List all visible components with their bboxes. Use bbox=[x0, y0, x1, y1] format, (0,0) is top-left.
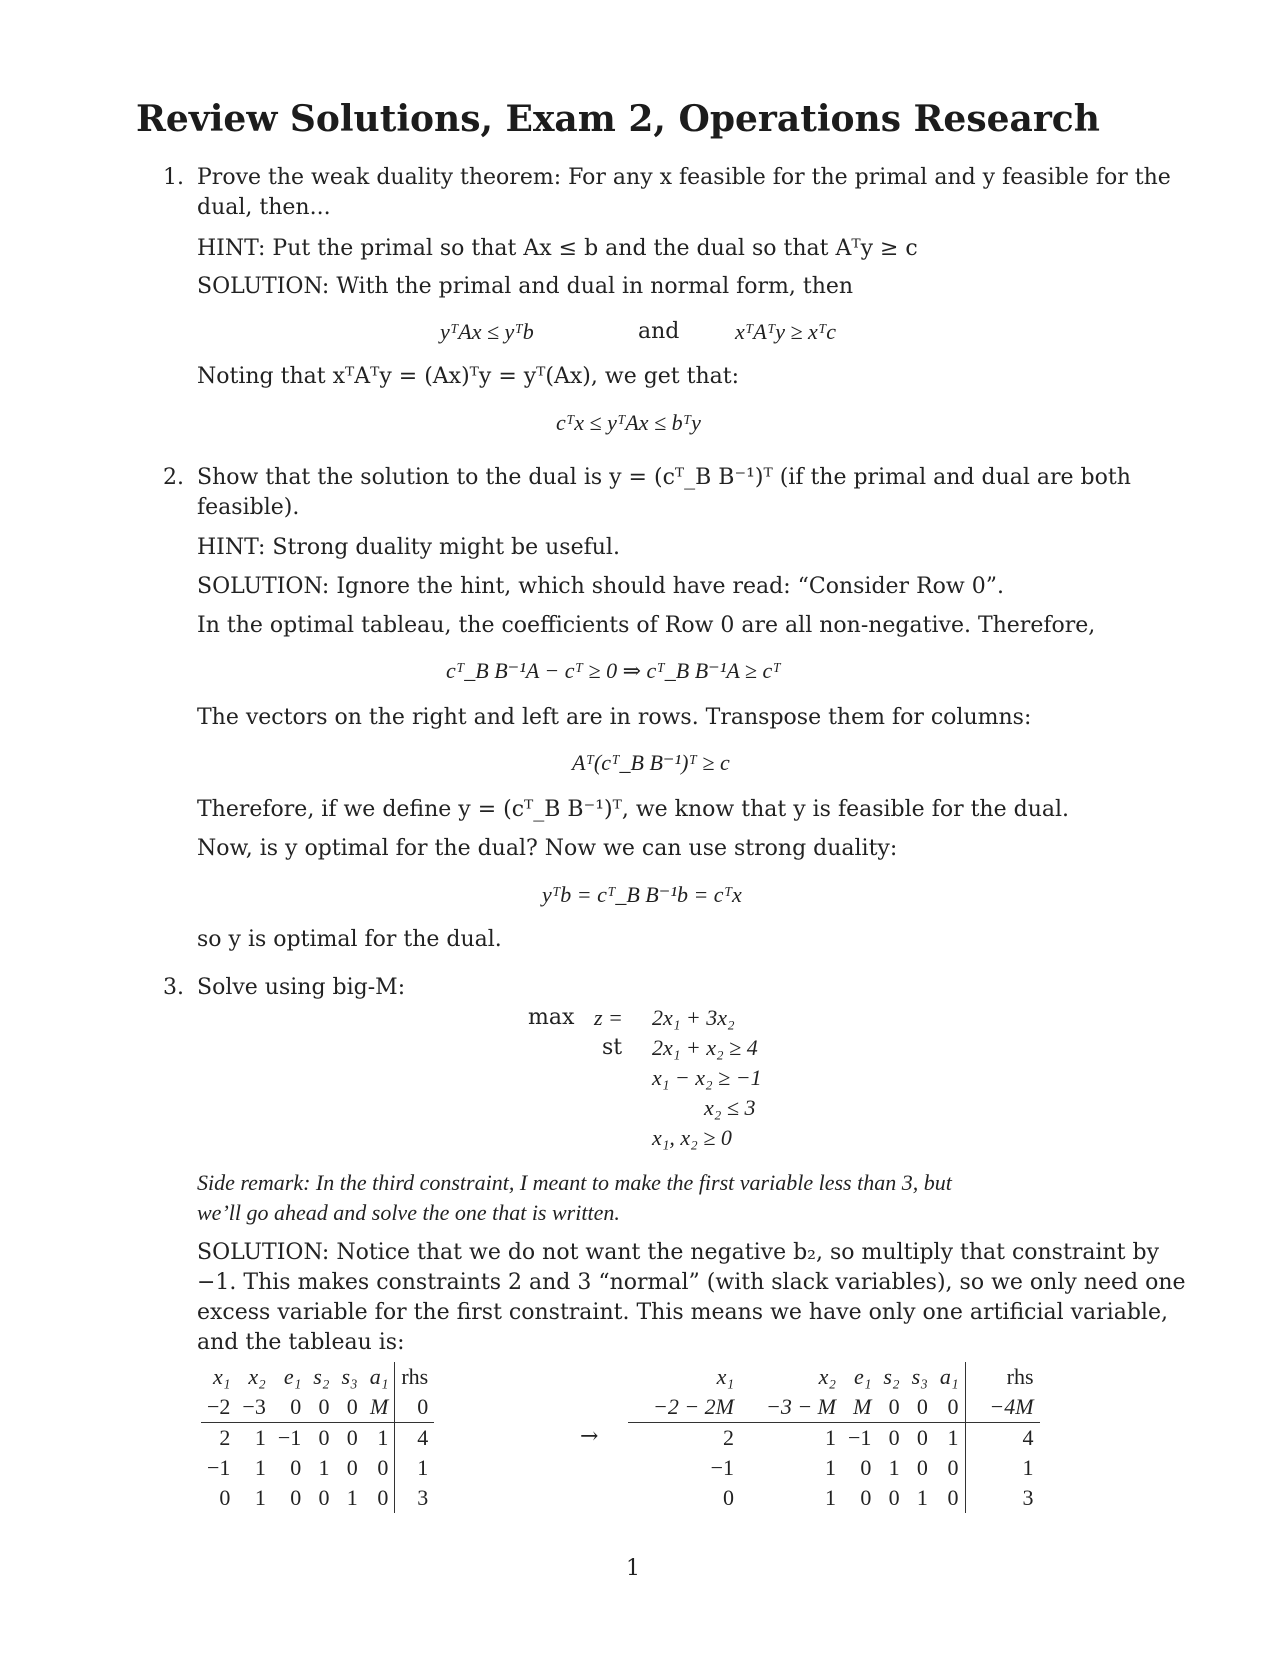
q2-number: 2. bbox=[163, 465, 184, 490]
q1-hint: HINT: Put the primal so that Ax ≤ b and the dual so that Aᵀy ≥ c bbox=[197, 236, 918, 261]
table-cell: 0 bbox=[377, 1455, 389, 1480]
q1-number: 1. bbox=[163, 165, 184, 190]
table-cell: 0 bbox=[947, 1485, 959, 1510]
q2-statement-line2: feasible). bbox=[197, 495, 300, 520]
table-cell: M bbox=[842, 1392, 877, 1423]
table-cell: s₃ bbox=[341, 1364, 358, 1389]
tableau-header bbox=[201, 1362, 434, 1392]
table-cell: 1 bbox=[395, 1453, 434, 1483]
table-cell: 0 bbox=[906, 1392, 934, 1423]
table-cell: 1 bbox=[318, 1455, 330, 1480]
q1-equation-and: and bbox=[638, 319, 680, 344]
table-cell: −3 − M bbox=[740, 1392, 842, 1423]
table-cell: 0 bbox=[318, 1425, 330, 1450]
q2-conclusion: so y is optimal for the dual. bbox=[197, 927, 502, 952]
table-cell: 0 bbox=[395, 1392, 434, 1423]
table-cell: a₁ bbox=[369, 1364, 389, 1389]
table-cell: 0 bbox=[888, 1425, 900, 1450]
table-cell: 0 bbox=[947, 1455, 959, 1480]
table-cell: 0 bbox=[290, 1455, 302, 1480]
lp-objective: 2x₁ + 3x₂ bbox=[652, 1005, 735, 1030]
table-cell: 0 bbox=[860, 1485, 872, 1510]
table-cell: x₂ bbox=[818, 1364, 836, 1389]
q2-optimal-tableau: In the optimal tableau, the coefficients of Row 0 are all non-negative. Therefore, bbox=[197, 613, 1096, 638]
q1-equation-left: yᵀAx ≤ yᵀb bbox=[440, 319, 534, 344]
q2-vectors: The vectors on the right and left are in rows. Transpose them for columns: bbox=[197, 705, 1032, 730]
table-cell: −4M bbox=[965, 1392, 1040, 1423]
table-cell: 0 bbox=[219, 1485, 231, 1510]
q2-solution-intro: SOLUTION: Ignore the hint, which should have read: “Consider Row 0”. bbox=[197, 574, 1004, 599]
table-cell: e₁ bbox=[283, 1364, 302, 1389]
table-cell: −1 bbox=[710, 1455, 734, 1480]
q3-solution-line3: excess variable for the first constraint. This means we have only one artificial variable, bbox=[197, 1300, 1168, 1325]
initial-tableau bbox=[201, 1362, 434, 1513]
table-cell: 0 bbox=[860, 1455, 872, 1480]
q2-now: Now, is y optimal for the dual? Now we can use strong duality: bbox=[197, 836, 898, 861]
table-cell: x₁ bbox=[213, 1364, 231, 1389]
lp-z: z = bbox=[594, 1005, 623, 1030]
q2-equation-transpose: Aᵀ(cᵀ_B B⁻¹)ᵀ ≥ c bbox=[572, 750, 730, 775]
q3-solution-line2: −1. This makes constraints 2 and 3 “normal” (with slack variables), so we only need one bbox=[197, 1270, 1186, 1295]
table-cell: 0 bbox=[290, 1485, 302, 1510]
table-cell: 4 bbox=[965, 1423, 1040, 1454]
table-cell: 0 bbox=[916, 1425, 928, 1450]
table-row bbox=[628, 1453, 1040, 1483]
tableau-header bbox=[628, 1362, 1040, 1392]
table-cell: e₁ bbox=[854, 1364, 872, 1389]
table-row bbox=[201, 1453, 434, 1483]
table-cell: −1 bbox=[277, 1425, 302, 1450]
table-cell: 2 bbox=[219, 1425, 231, 1450]
q3-remark-line1: Side remark: In the third constraint, I meant to make the first variable less than 3, but bbox=[197, 1170, 952, 1195]
q1-equation-conclusion: cᵀx ≤ yᵀAx ≤ bᵀy bbox=[556, 410, 701, 435]
table-cell: 0 bbox=[934, 1392, 965, 1423]
q3-number: 3. bbox=[163, 975, 184, 1000]
lp-max: max bbox=[528, 1005, 575, 1030]
table-cell: 1 bbox=[965, 1453, 1040, 1483]
table-cell: M bbox=[364, 1392, 395, 1423]
q3-solution-line1: SOLUTION: Notice that we do not want the negative b₂, so multiply that constraint by bbox=[197, 1240, 1159, 1265]
q2-equation-strong-duality: yᵀb = cᵀ_B B⁻¹b = cᵀx bbox=[542, 882, 742, 907]
q2-hint: HINT: Strong duality might be useful. bbox=[197, 535, 620, 560]
table-cell: 1 bbox=[346, 1485, 358, 1510]
table-cell: 0 bbox=[335, 1392, 363, 1423]
tableau-arrow: → bbox=[580, 1424, 599, 1449]
q3-statement: Solve using big-M: bbox=[197, 975, 406, 1000]
q1-statement-line2: dual, then... bbox=[197, 195, 331, 220]
table-cell: 0 bbox=[307, 1392, 335, 1423]
table-cell: x₁ bbox=[716, 1364, 734, 1389]
table-row bbox=[628, 1392, 1040, 1423]
table-cell: x₂ bbox=[248, 1364, 266, 1389]
q3-solution-line4: and the tableau is: bbox=[197, 1330, 405, 1355]
table-cell: 4 bbox=[395, 1423, 434, 1454]
table-cell: a₁ bbox=[939, 1364, 959, 1389]
q1-statement-line1: Prove the weak duality theorem: For any x feasible for the primal and y feasible for the bbox=[197, 165, 1171, 190]
table-cell: −3 bbox=[236, 1392, 271, 1423]
table-row bbox=[201, 1423, 434, 1454]
table-cell: rhs bbox=[965, 1362, 1040, 1392]
table-cell: 0 bbox=[318, 1485, 330, 1510]
table-cell: −2 bbox=[201, 1392, 236, 1423]
table-cell: 3 bbox=[395, 1483, 434, 1513]
table-cell: 1 bbox=[254, 1455, 266, 1480]
table-row bbox=[201, 1483, 434, 1513]
lp-constraint-1: 2x₁ + x₂ ≥ 4 bbox=[652, 1035, 758, 1060]
table-cell: 0 bbox=[723, 1485, 734, 1510]
table-cell: s₂ bbox=[313, 1364, 330, 1389]
table-row bbox=[628, 1483, 1040, 1513]
table-cell: 0 bbox=[916, 1455, 928, 1480]
table-row bbox=[201, 1392, 434, 1423]
q1-equation-right: xᵀAᵀy ≥ xᵀc bbox=[735, 319, 837, 344]
table-cell: 2 bbox=[723, 1425, 734, 1450]
q2-therefore: Therefore, if we define y = (cᵀ_B B⁻¹)ᵀ, we know that y is feasible for the dual. bbox=[197, 797, 1070, 822]
table-cell: 3 bbox=[965, 1483, 1040, 1513]
table-cell: 0 bbox=[272, 1392, 307, 1423]
page-title: Review Solutions, Exam 2, Operations Research bbox=[136, 98, 1100, 140]
table-cell: −1 bbox=[207, 1455, 231, 1480]
q3-remark-line2: we’ll go ahead and solve the one that is written. bbox=[197, 1200, 620, 1225]
table-row bbox=[628, 1423, 1040, 1454]
table-cell: rhs bbox=[395, 1362, 434, 1392]
lp-constraint-3: x₂ ≤ 3 bbox=[704, 1095, 756, 1120]
q1-solution-intro: SOLUTION: With the primal and dual in normal form, then bbox=[197, 274, 854, 299]
table-cell: 1 bbox=[916, 1485, 928, 1510]
table-cell: 1 bbox=[825, 1485, 836, 1510]
table-cell: 0 bbox=[888, 1485, 900, 1510]
lp-constraint-2: x₁ − x₂ ≥ −1 bbox=[652, 1065, 762, 1090]
table-cell: 1 bbox=[254, 1425, 266, 1450]
table-cell: 0 bbox=[377, 1485, 389, 1510]
table-cell: 1 bbox=[825, 1455, 836, 1480]
q2-equation-row0: cᵀ_B B⁻¹A − cᵀ ≥ 0 ⇒ cᵀ_B B⁻¹A ≥ cᵀ bbox=[446, 658, 781, 683]
table-cell: 0 bbox=[346, 1425, 358, 1450]
table-cell: 1 bbox=[947, 1425, 959, 1450]
q2-statement-line1: Show that the solution to the dual is y = (cᵀ_B B⁻¹)ᵀ (if the primal and dual are both bbox=[197, 465, 1131, 490]
page-number: 1 bbox=[626, 1556, 640, 1581]
lp-nonnegativity: x₁, x₂ ≥ 0 bbox=[652, 1125, 732, 1150]
table-cell: 0 bbox=[877, 1392, 905, 1423]
table-cell: s₃ bbox=[911, 1364, 928, 1389]
table-cell: 1 bbox=[377, 1425, 389, 1450]
q1-noting: Noting that xᵀAᵀy = (Ax)ᵀy = yᵀ(Ax), we get that: bbox=[197, 364, 740, 389]
table-cell: s₂ bbox=[883, 1364, 900, 1389]
lp-st: st bbox=[602, 1035, 623, 1060]
big-m-tableau bbox=[628, 1362, 1040, 1513]
table-cell: 1 bbox=[254, 1485, 266, 1510]
table-cell: 1 bbox=[888, 1455, 900, 1480]
table-cell: −2 − 2M bbox=[628, 1392, 740, 1423]
table-cell: 0 bbox=[346, 1455, 358, 1480]
table-cell: 1 bbox=[825, 1425, 836, 1450]
table-cell: −1 bbox=[848, 1425, 872, 1450]
